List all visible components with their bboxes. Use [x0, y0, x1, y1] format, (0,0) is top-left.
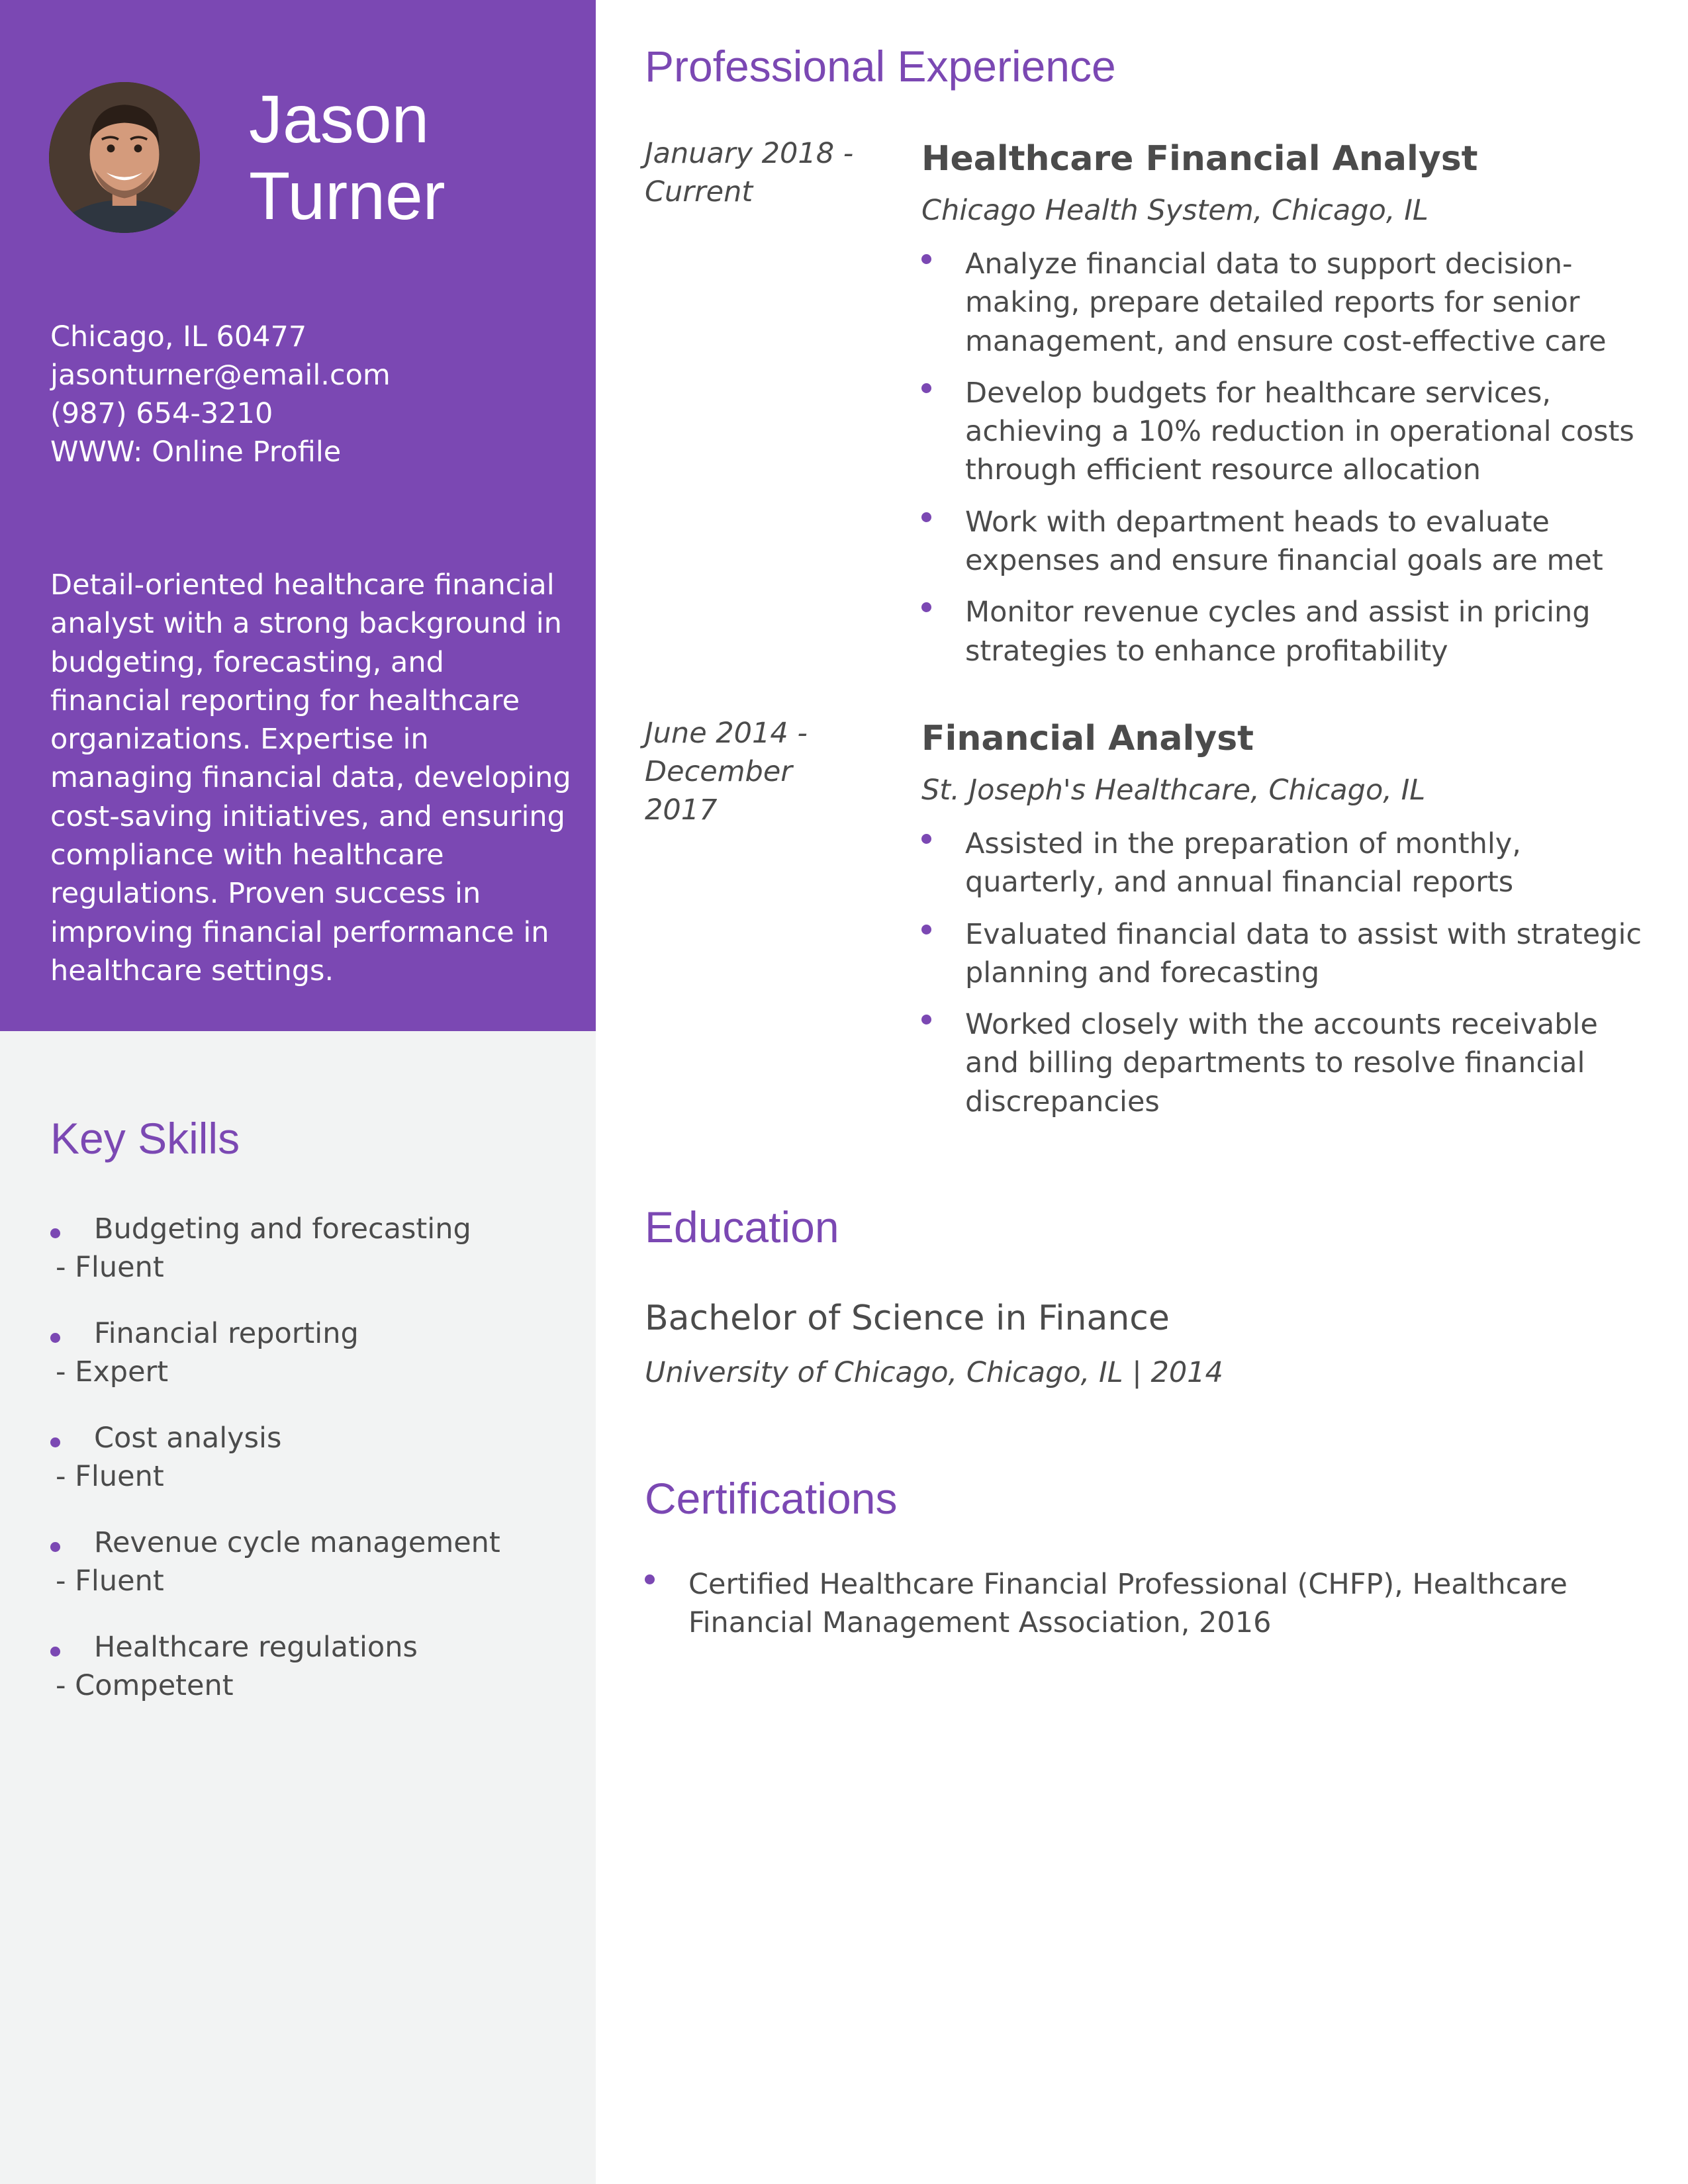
skill-item: [50, 1212, 567, 1324]
avatar: [49, 82, 200, 233]
sidebar: [0, 0, 596, 2184]
last-name: Turner: [249, 158, 445, 234]
bullet-icon: [50, 1647, 60, 1657]
professional-summary: Detail-oriented healthcare financial analyst with a strong background in budgeting, forecasting, and financial reporting for healthcare organizations. Expertise in managing financial data, developing cost-saving initiatives, and ensuring compliance with healthcare regulations. Proven success in improving financial performance in healthcare settings.: [50, 569, 571, 987]
skill-name: Budgeting and forecasting: [94, 1212, 471, 1246]
job-company: St. Joseph's Healthcare, Chicago, IL: [921, 774, 1426, 807]
skill-level: - Fluent: [56, 1460, 164, 1493]
degree: Bachelor of Science in Finance: [645, 1298, 1170, 1338]
bullet-icon: [50, 1333, 60, 1343]
responsibility-item: Worked closely with the accounts receivable and billing departments to resolve financial discrepancies: [921, 1005, 1656, 1121]
skills-list: [50, 1212, 567, 1742]
responsibility-item: Evaluated financial data to assist with strategic planning and forecasting: [921, 915, 1656, 993]
skill-item: [50, 1317, 567, 1428]
responsibility-item: Develop budgets for healthcare services, achieving a 10% reduction in operational costs through efficient resource allocation: [921, 374, 1656, 490]
responsibility-item: Work with department heads to evaluate expenses and ensure financial goals are met: [921, 503, 1656, 580]
job-date-start: June 2014 -: [645, 717, 808, 750]
certifications-heading: Certifications: [645, 1474, 898, 1523]
skill-item: [50, 1422, 567, 1533]
bullet-icon: [50, 1437, 60, 1447]
responsibility-item: Assisted in the preparation of monthly, quarterly, and annual financial reports: [921, 825, 1656, 902]
contact-website[interactable]: WWW: Online Profile: [50, 435, 342, 469]
job-responsibilities: [921, 245, 1656, 684]
job-company: Chicago Health System, Chicago, IL: [921, 194, 1429, 227]
sidebar-header: [0, 0, 596, 1031]
job-date-start: January 2018 -: [645, 137, 854, 170]
job-title: Healthcare Financial Analyst: [921, 139, 1478, 179]
experience-heading: Professional Experience: [645, 42, 1116, 91]
skill-level: - Fluent: [56, 1251, 164, 1284]
contact-phone[interactable]: (987) 654-3210: [50, 397, 273, 430]
skill-item: [50, 1631, 567, 1742]
first-name: Jason: [249, 81, 430, 157]
contact-email[interactable]: jasonturner@email.com: [50, 359, 391, 392]
responsibility-item: Monitor revenue cycles and assist in pricing strategies to enhance profitability: [921, 593, 1656, 670]
skill-name: Cost analysis: [94, 1422, 282, 1455]
contact-info: [50, 318, 567, 471]
job-responsibilities: [921, 825, 1656, 1134]
skill-level: - Competent: [56, 1669, 234, 1702]
skill-name: Healthcare regulations: [94, 1631, 418, 1664]
skill-item: [50, 1526, 567, 1637]
skill-level: - Fluent: [56, 1565, 164, 1598]
job-dates: [645, 714, 870, 829]
job-date-end: December 2017: [645, 755, 792, 827]
bullet-icon: [50, 1228, 60, 1238]
job-title: Financial Analyst: [921, 719, 1254, 758]
profile-photo-icon: [49, 82, 200, 233]
certifications-list: [645, 1565, 1585, 1643]
skill-name: Revenue cycle management: [94, 1526, 500, 1559]
skill-level: - Expert: [56, 1355, 169, 1388]
contact-location: Chicago, IL 60477: [50, 320, 307, 353]
candidate-name: [249, 81, 580, 234]
school: University of Chicago, Chicago, IL | 2014: [645, 1356, 1223, 1389]
skill-name: Financial reporting: [94, 1317, 359, 1350]
education-heading: Education: [645, 1203, 839, 1251]
responsibility-item: Analyze financial data to support decision-making, prepare detailed reports for senior management, and ensure cost-effective care: [921, 245, 1656, 361]
certification-item: Certified Healthcare Financial Professional (CHFP), Healthcare Financial Management Association, 2016: [645, 1565, 1585, 1643]
job-dates: [645, 134, 870, 211]
job-date-end: Current: [645, 175, 753, 208]
skills-heading: Key Skills: [50, 1114, 240, 1163]
bullet-icon: [50, 1542, 60, 1552]
